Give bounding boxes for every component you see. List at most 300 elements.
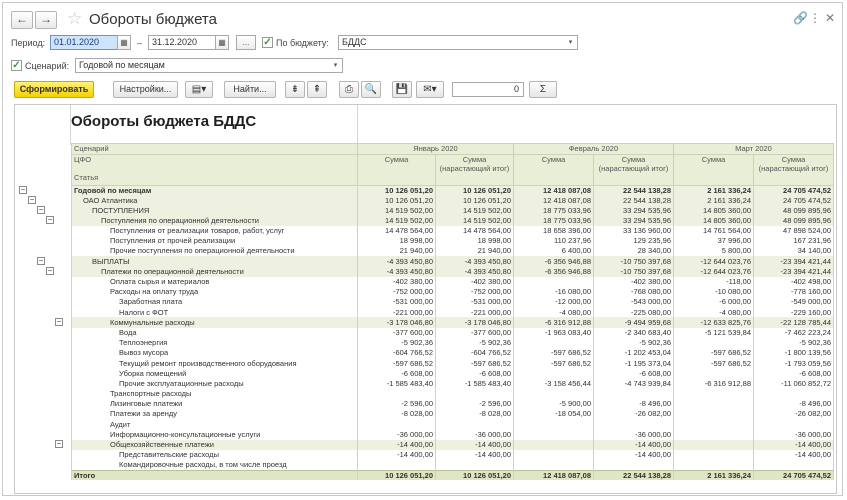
row-value: -1 585 483,40 [358,379,436,389]
save-button[interactable] [392,81,412,98]
print-button[interactable] [339,81,359,98]
table-row[interactable] [72,267,834,277]
row-value: -14 400,00 [594,450,674,460]
row-value: 14 761 564,00 [674,226,754,236]
row-value: -6 356 946,88 [514,256,594,266]
row-value: -14 400,00 [594,440,674,450]
total-value: 10 126 051,20 [358,470,436,480]
arrow-right-icon: → [40,12,52,26]
row-value [674,419,754,429]
table-row[interactable] [72,430,834,440]
table-row[interactable] [72,460,834,470]
row-value: -16 080,00 [514,287,594,297]
forward-button[interactable] [35,11,57,29]
row-value: -2 596,00 [358,399,436,409]
sum-mode-button[interactable] [529,81,557,98]
row-value: -36 000,00 [436,430,514,440]
row-value: 14 805 360,00 [674,216,754,226]
total-row [72,470,834,480]
row-value: 10 126 051,20 [358,195,436,205]
checkmark-icon: ✓ [263,37,272,48]
row-value: -14 400,00 [754,450,834,460]
report-area[interactable] [14,104,837,494]
row-value: -5 902,36 [358,338,436,348]
report-variant-icon: ▤▾ [191,84,207,95]
row-value: -6 316 912,88 [514,317,594,327]
row-value: -2 340 683,40 [594,328,674,338]
row-value [674,389,754,399]
row-value: -18 054,00 [514,409,594,419]
row-value: 5 800,00 [674,246,754,256]
row-value: -4 393 450,80 [358,256,436,266]
row-value [674,338,754,348]
row-value [594,389,674,399]
row-value: 14 478 564,00 [436,226,514,236]
row-value: -3 158 456,44 [514,379,594,389]
row-value: -225 080,00 [594,307,674,317]
row-value [358,389,436,399]
row-value: 48 099 895,96 [754,216,834,226]
row-value: -752 000,00 [436,287,514,297]
row-value: -5 902,36 [594,338,674,348]
row-value: 24 705 474,52 [754,185,834,195]
window-title: Обороты бюджета [89,11,217,28]
calendar-icon: ▦ [120,38,128,47]
row-value: -6 608,00 [594,368,674,378]
row-value: -12 000,00 [514,297,594,307]
table-row[interactable] [72,368,834,378]
generate-button[interactable]: Сформировать [14,81,94,98]
report-window [2,2,843,496]
header-row [72,144,834,155]
row-value: -229 160,00 [754,307,834,317]
table-row[interactable] [72,379,834,389]
row-value: 21 940,00 [358,246,436,256]
sum-field[interactable]: 0 [452,82,524,97]
row-article: ОАО Атлантика [72,195,358,205]
row-value [514,368,594,378]
row-value: -543 000,00 [594,297,674,307]
scenario-select[interactable] [75,58,343,73]
settings-button[interactable]: Настройки... [113,81,178,98]
row-value: 14 805 360,00 [674,205,754,215]
arrow-left-icon: ← [16,12,28,26]
row-value: -1 195 373,04 [594,358,674,368]
header-article: Статья [74,173,99,182]
row-value [514,419,594,429]
row-value: -9 494 959,68 [594,317,674,327]
header-sum-cumulative: Сумма (нарастающий итог) [594,154,674,185]
row-value: 2 161 336,24 [674,185,754,195]
row-value: 33 136 960,00 [594,226,674,236]
row-value: -4 393 450,80 [436,256,514,266]
row-value: -8 496,00 [754,399,834,409]
header-sum-cumulative: Сумма (нарастающий итог) [754,154,834,185]
row-value: 6 400,00 [514,246,594,256]
table-row[interactable] [72,358,834,368]
table-row[interactable] [72,287,834,297]
row-value: -14 400,00 [358,440,436,450]
collapse-tree-icon: ⇞ [312,84,322,95]
row-value: 18 775 033,96 [514,205,594,215]
row-value: -4 743 939,84 [594,379,674,389]
collapse-group-icon[interactable]: − [38,256,44,265]
row-value [514,430,594,440]
table-row[interactable] [72,348,834,358]
range-dash: – [137,38,143,48]
row-value: 18 998,00 [358,236,436,246]
send-button[interactable] [416,81,444,98]
row-value: 12 418 087,08 [514,185,594,195]
row-article: Текущий ремонт производственного оборудования [72,358,358,368]
scenario-label: Сценарий: [25,61,70,71]
report-title: Обороты бюджета БДДС [71,113,257,130]
report-table [71,143,834,480]
budget-label: По бюджету: [276,38,329,48]
collapse-group-icon[interactable]: − [56,317,62,326]
collapse-group-icon[interactable]: − [47,266,53,275]
row-article: ВЫПЛАТЫ [72,256,358,266]
row-value: -12 644 023,76 [674,256,754,266]
row-value: 2 161 336,24 [674,195,754,205]
row-value: -5 900,00 [514,399,594,409]
row-value: 21 940,00 [436,246,514,256]
row-value: -23 394 421,44 [754,256,834,266]
row-value: -597 686,52 [514,358,594,368]
row-value [674,399,754,409]
row-value: -604 766,52 [436,348,514,358]
row-value: -8 496,00 [594,399,674,409]
budget-checkbox[interactable] [262,37,273,48]
table-row[interactable] [72,338,834,348]
row-value: 47 898 524,00 [754,226,834,236]
row-article: Коммунальные расходы [72,317,358,327]
row-value: -597 686,52 [514,348,594,358]
table-row[interactable] [72,236,834,246]
row-article: Общехозяйственные платежи [72,440,358,450]
row-value: -23 394 421,44 [754,267,834,277]
row-value [358,460,436,470]
period-select-button[interactable]: ... [236,35,256,50]
row-value [674,460,754,470]
header-month: Февраль 2020 [514,144,674,155]
header-sum: Сумма [358,154,436,185]
scenario-checkbox[interactable] [11,60,22,71]
row-value: -597 686,52 [674,358,754,368]
row-value: -12 644 023,76 [674,267,754,277]
row-article: Уборка помещений [72,368,358,378]
row-value [754,419,834,429]
row-value: -221 000,00 [358,307,436,317]
collapse-groups-button[interactable] [307,81,327,98]
row-value: 12 418 087,08 [514,195,594,205]
table-row[interactable] [72,226,834,236]
budget-value: БДДС [342,37,367,47]
row-value [436,460,514,470]
calendar-from-button[interactable] [117,35,131,50]
row-value: -14 400,00 [436,450,514,460]
calendar-icon: ▦ [218,38,226,47]
row-value: 24 705 474,52 [754,195,834,205]
row-value [674,440,754,450]
row-article: Аудит [72,419,358,429]
row-value: -604 766,52 [358,348,436,358]
row-value: 14 519 502,00 [436,216,514,226]
row-value: -4 080,00 [674,307,754,317]
row-article: Платежи за аренду [72,409,358,419]
row-value: 18 775 033,96 [514,216,594,226]
total-value: 2 161 336,24 [674,470,754,480]
row-value: -377 600,00 [358,328,436,338]
header-row [72,154,834,185]
row-value: -36 000,00 [358,430,436,440]
row-article: Вода [72,328,358,338]
row-value [514,450,594,460]
row-article: Информационно-консультационные услуги [72,430,358,440]
save-icon: 💾 [395,84,409,95]
row-value: -1 800 139,56 [754,348,834,358]
row-article: Командировочные расходы, в том числе проезд [72,460,358,470]
row-value [754,460,834,470]
row-value: -118,00 [674,277,754,287]
row-value [514,440,594,450]
header-sum: Сумма [514,154,594,185]
row-value: -531 000,00 [358,297,436,307]
collapse-group-icon[interactable]: − [47,215,53,224]
row-value: 129 235,96 [594,236,674,246]
row-value: 18 658 396,00 [514,226,594,236]
row-value: 14 519 502,00 [358,205,436,215]
row-article: Оплата сырья и материалов [72,277,358,287]
header-sum-cumulative: Сумма (нарастающий итог) [436,154,514,185]
table-row[interactable] [72,399,834,409]
header-sum: Сумма [674,154,754,185]
row-value: -597 686,52 [674,348,754,358]
header-scenario: Сценарий [72,144,358,155]
row-value: -1 963 083,40 [514,328,594,338]
collapse-group-icon[interactable]: − [56,439,62,448]
row-value: 33 294 535,96 [594,216,674,226]
more-icon[interactable]: ⋮ [809,11,821,25]
table-row[interactable] [72,185,834,195]
favorite-star-icon[interactable]: ☆ [67,9,83,28]
find-button[interactable]: Найти... [224,81,276,98]
row-value: -8 028,00 [436,409,514,419]
variant-button[interactable] [185,81,213,98]
row-value [514,460,594,470]
row-value: -768 080,00 [594,287,674,297]
row-value [514,389,594,399]
row-value: -36 000,00 [754,430,834,440]
row-value: -377 600,00 [436,328,514,338]
period-label: Период: [11,38,46,48]
total-value: 24 705 474,52 [754,470,834,480]
row-value: -14 400,00 [754,440,834,450]
row-value: -26 082,00 [594,409,674,419]
row-value: -1 585 483,40 [436,379,514,389]
row-value: -6 000,00 [674,297,754,307]
row-value: 10 126 051,20 [436,185,514,195]
table-row[interactable] [72,205,834,215]
preview-button[interactable] [361,81,381,98]
row-article: Заработная плата [72,297,358,307]
back-button[interactable] [11,11,33,29]
table-row[interactable] [72,440,834,450]
table-row[interactable] [72,195,834,205]
table-row[interactable] [72,256,834,266]
row-article: Расходы на оплату труда [72,287,358,297]
row-value: -6 608,00 [358,368,436,378]
row-value: 14 478 564,00 [358,226,436,236]
row-value: -6 608,00 [754,368,834,378]
row-value: -11 060 852,72 [754,379,834,389]
expand-groups-button[interactable] [285,81,305,98]
row-value [674,430,754,440]
table-row[interactable] [72,389,834,399]
row-article: Поступления по операционной деятельности [72,216,358,226]
row-value: -1 202 453,04 [594,348,674,358]
row-article: Транспортные расходы [72,389,358,399]
row-value: -402 380,00 [436,277,514,287]
link-icon[interactable]: 🔗 [793,11,808,25]
date-from-field[interactable]: 01.01.2020 [50,35,118,50]
row-value: 34 140,00 [754,246,834,256]
table-row[interactable] [72,216,834,226]
row-article: Вывоз мусора [72,348,358,358]
row-value: -6 316 912,88 [674,379,754,389]
collapse-group-icon[interactable]: − [20,185,26,194]
row-value [514,338,594,348]
row-value: -3 178 046,80 [358,317,436,327]
row-value: -5 902,36 [436,338,514,348]
row-article: Платежи по операционной деятельности [72,267,358,277]
row-article: Теплоэнергия [72,338,358,348]
row-value: -10 750 397,68 [594,256,674,266]
row-value [436,419,514,429]
total-label: Итого [72,470,358,480]
row-value: -5 121 539,84 [674,328,754,338]
table-row[interactable] [72,450,834,460]
mail-icon: ✉▾ [423,84,437,95]
row-article: ПОСТУПЛЕНИЯ [72,205,358,215]
row-value: -549 000,00 [754,297,834,307]
row-value: -7 462 223,24 [754,328,834,338]
row-value: -752 000,00 [358,287,436,297]
row-value: 167 231,96 [754,236,834,246]
header-month: Январь 2020 [358,144,514,155]
row-article: Представительские расходы [72,450,358,460]
table-row[interactable] [72,297,834,307]
row-value: -14 400,00 [358,450,436,460]
row-article: Налоги с ФОТ [72,307,358,317]
date-to-field[interactable]: 31.12.2020 [148,35,216,50]
row-value [514,277,594,287]
calendar-to-button[interactable] [215,35,229,50]
row-value [358,419,436,429]
table-row[interactable] [72,317,834,327]
chevron-down-icon: ▾ [568,39,573,46]
header-cfo: ЦФО [74,154,92,164]
expand-tree-icon: ⇟ [290,84,300,95]
table-row[interactable] [72,409,834,419]
table-row[interactable] [72,246,834,256]
row-value: -26 082,00 [754,409,834,419]
table-row[interactable] [72,277,834,287]
total-value: 12 418 087,08 [514,470,594,480]
row-article: Поступления от прочей реализации [72,236,358,246]
row-value: 18 998,00 [436,236,514,246]
header-month: Март 2020 [674,144,834,155]
print-icon: ⎙ [345,84,353,95]
row-article: Прочие поступления по операционной деятельности [72,246,358,256]
row-value: 28 340,00 [594,246,674,256]
row-value: -6 608,00 [436,368,514,378]
row-value: -10 750 397,68 [594,267,674,277]
total-value: 10 126 051,20 [436,470,514,480]
row-article: Поступления от реализации товаров, работ, услуг [72,226,358,236]
row-article: Годовой по месяцам [72,185,358,195]
row-value [436,389,514,399]
row-value [754,389,834,399]
row-value: -4 393 450,80 [358,267,436,277]
collapse-group-icon[interactable]: − [29,195,35,204]
row-value: -1 793 059,56 [754,358,834,368]
row-value [674,368,754,378]
row-article: Лизинговые платежи [72,399,358,409]
checkmark-icon: ✓ [12,60,21,71]
row-value: 37 996,00 [674,236,754,246]
row-value: 14 519 502,00 [358,216,436,226]
row-value: -402 380,00 [358,277,436,287]
preview-icon: 🔍 [364,84,378,95]
row-value: -597 686,52 [436,358,514,368]
budget-select[interactable] [338,35,578,50]
row-value: -5 902,36 [754,338,834,348]
row-value: -2 596,00 [436,399,514,409]
row-value: 22 544 138,28 [594,195,674,205]
table-row[interactable] [72,328,834,338]
row-value: -402 498,00 [754,277,834,287]
row-value: -3 178 046,80 [436,317,514,327]
close-icon[interactable]: ✕ [825,11,836,25]
chevron-down-icon: ▾ [333,62,338,69]
row-value: -6 356 946,88 [514,267,594,277]
row-value: 48 099 895,96 [754,205,834,215]
total-value: 22 544 138,28 [594,470,674,480]
scenario-value: Годовой по месяцам [79,60,165,70]
row-value: 10 126 051,20 [436,195,514,205]
row-value: 33 294 535,96 [594,205,674,215]
collapse-group-icon[interactable]: − [38,205,44,214]
row-value [674,450,754,460]
row-value: -22 128 785,44 [754,317,834,327]
row-value: -531 000,00 [436,297,514,307]
row-value [674,409,754,419]
row-value: -597 686,52 [358,358,436,368]
table-row[interactable] [72,307,834,317]
row-value [594,419,674,429]
header-cfo-article [72,154,358,185]
row-value: -4 080,00 [514,307,594,317]
sigma-icon: Σ [539,84,547,95]
row-value: -12 633 825,76 [674,317,754,327]
row-value: -36 000,00 [594,430,674,440]
table-row[interactable] [72,419,834,429]
row-value: 22 544 138,28 [594,185,674,195]
row-article: Прочие эксплуатационные расходы [72,379,358,389]
row-value: -14 400,00 [436,440,514,450]
row-value: 10 126 051,20 [358,185,436,195]
